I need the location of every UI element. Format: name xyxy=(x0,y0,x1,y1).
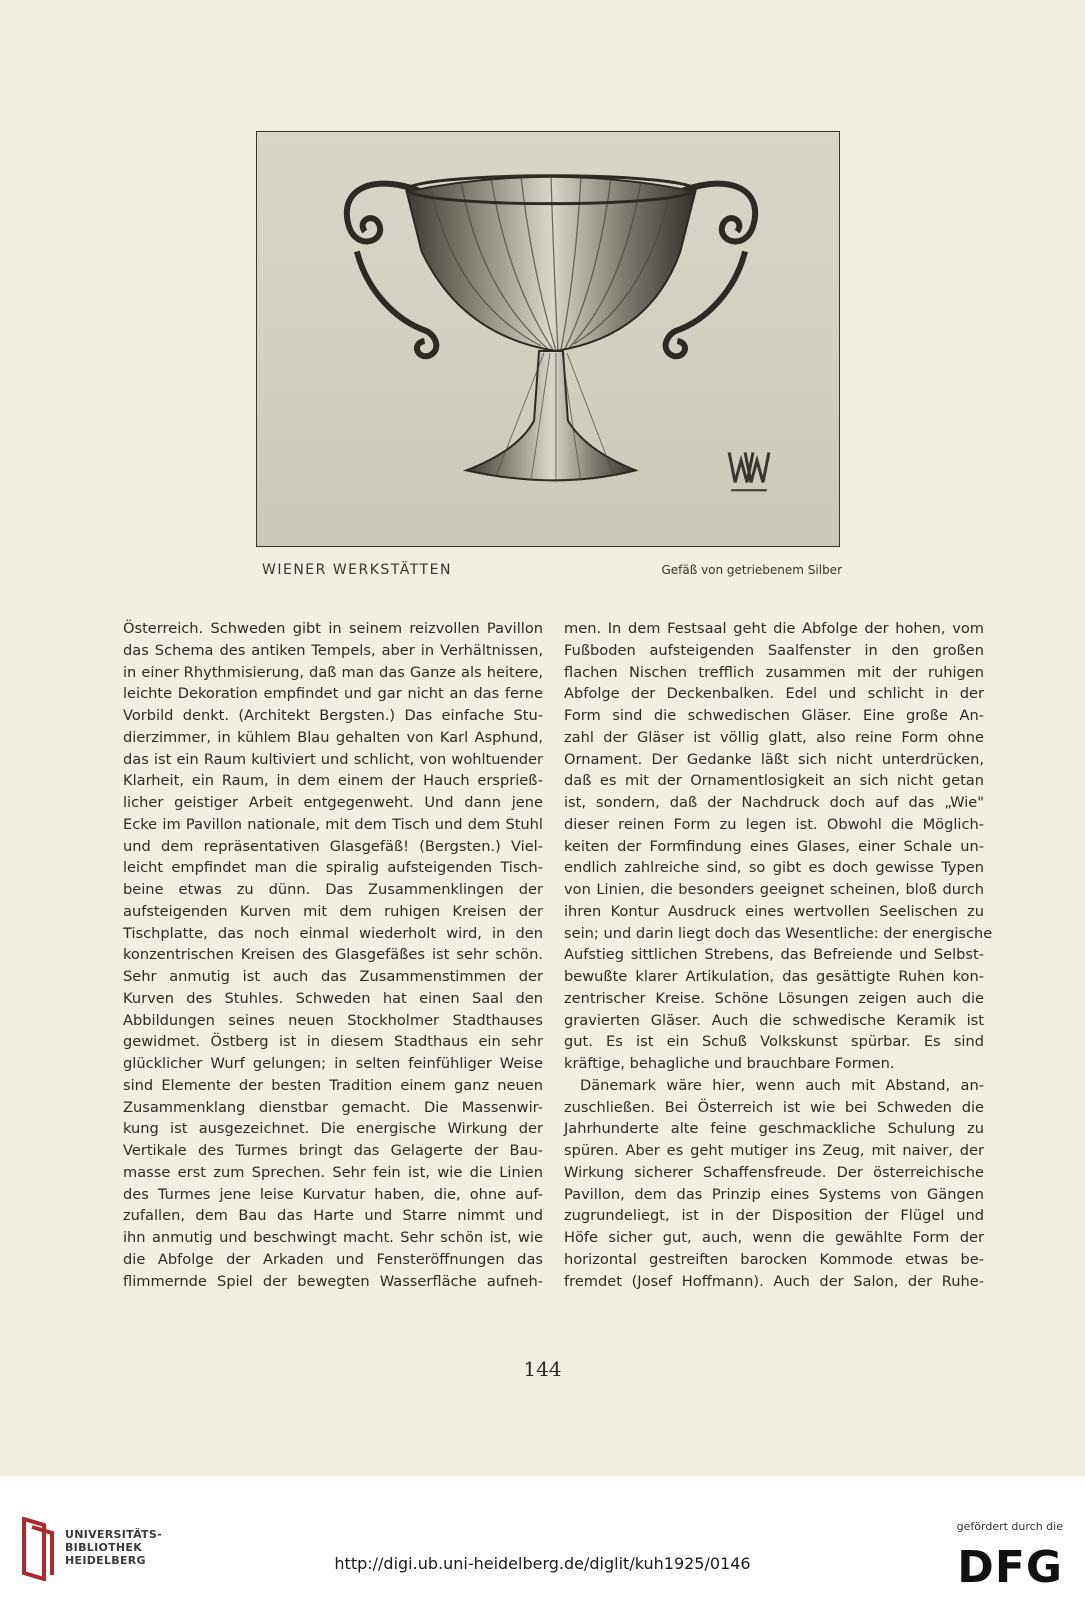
text-line: daß es mit der Ornamentlosigkeit an sich nicht getan xyxy=(564,772,984,790)
text-line: Abbildungen seines neuen Stockholmer Stadthauses xyxy=(123,1011,543,1029)
text-line: zuschließen. Bei Österreich ist wie bei Schweden die xyxy=(564,1098,984,1116)
text-line: dieser reinen Form zu legen ist. Obwohl die Möglich- xyxy=(564,815,984,833)
wiener-werkstaette-mark xyxy=(729,452,769,490)
text-line: zahl der Gläser ist völlig glatt, also reine Form ohne xyxy=(564,728,984,746)
permalink-url[interactable]: http://digi.ub.uni-heidelberg.de/diglit/kuh1925/0146 xyxy=(334,1554,751,1573)
text-line: zugrundeliegt, ist in der Disposition der Flügel und xyxy=(564,1207,984,1225)
text-line: bewußte klarer Artikulation, das gesättigte Ruhen kon- xyxy=(564,968,984,985)
text-line: masse erst zum Sprechen. Sehr fein ist, wie die Linien xyxy=(123,1163,543,1181)
library-name-line: BIBLIOTHEK xyxy=(65,1541,143,1554)
text-line: zentrischer Kreise. Schöne Lösungen zeigen auch die xyxy=(564,989,984,1007)
text-line: ihn anmutig und beschwingt macht. Sehr schön ist, wie xyxy=(123,1229,543,1246)
text-line: leichte Dekoration empfindet und gar nicht an das ferne xyxy=(123,685,543,703)
text-line: spüren. Aber es geht mutiger ins Zeug, mit naiver, der xyxy=(564,1142,984,1159)
text-line: beine etwas zu dünn. Das Zusammenklingen der xyxy=(123,881,543,898)
text-line: und dem repräsentativen Glasgefäß! (Bergsten.) Viel- xyxy=(123,837,543,855)
text-line: das Schema des antiken Tempels, aber in Verhältnissen, xyxy=(123,641,543,659)
text-line: Höfe sicher gut, auch, wenn die gewählte Form der xyxy=(564,1229,984,1246)
text-line: licher geistiger Arbeit entgegenweht. Und dann jene xyxy=(123,794,543,811)
library-name-line: UNIVERSITÄTS- xyxy=(65,1528,162,1541)
right-text-column xyxy=(564,618,993,1292)
text-line: das ist ein Raum kultiviert und schlicht, von wohltuender xyxy=(123,750,543,768)
page-number: 144 xyxy=(523,1357,562,1381)
text-line: Jahrhunderte alte feine geschmackliche Schulung zu xyxy=(564,1120,984,1138)
text-line: kräftige, behagliche und brauchbare Formen. xyxy=(564,1055,895,1072)
text-line: konzentrischen Kreisen des Glasgefäßes ist sehr schön. xyxy=(123,946,543,964)
text-line: gravierten Gläser. Auch die schwedische Keramik ist xyxy=(564,1011,984,1029)
text-line: ist, sondern, daß der Nachdruck doch auf das „Wie" xyxy=(564,794,984,811)
text-line: Tischplatte, das noch einmal wiederholt wird, in den xyxy=(123,924,543,942)
figure-caption-maker: WIENER WERKSTÄTTEN xyxy=(262,562,452,578)
library-name-line: HEIDELBERG xyxy=(65,1554,146,1567)
silver-cup-illustration xyxy=(257,132,839,546)
text-line: Ecke im Pavillon nationale, mit dem Tisch und dem Stuhl xyxy=(123,815,543,833)
text-line: keiten der Formfindung eines Glases, einer Schale un- xyxy=(564,837,984,855)
text-line: Aufstieg sittlichen Strebens, das Befreiende und Selbst- xyxy=(564,946,984,964)
text-line: horizontal gestreiften barocken Kommode etwas be- xyxy=(564,1250,984,1268)
text-line: gut. Es ist ein Schuß Volkskunst spürbar. Es sind xyxy=(564,1033,984,1051)
text-line: men. In dem Festsaal geht die Abfolge der hohen, vom xyxy=(564,620,984,637)
text-line: Abfolge der Deckenbalken. Edel und schlicht in der xyxy=(564,685,984,703)
text-line: Pavillon, dem das Prinzip eines Systems von Gängen xyxy=(564,1185,984,1203)
left-text-column xyxy=(123,618,543,1292)
text-line: Dänemark wäre hier, wenn auch mit Abstand, an- xyxy=(580,1076,984,1094)
dfg-logo: DFG xyxy=(957,1542,1063,1593)
text-line: flimmernde Spiel der bewegten Wasserfläche aufneh- xyxy=(123,1272,543,1290)
text-line: Fußboden aufsteigenden Saalfenster in den großen xyxy=(564,641,984,659)
text-line: in einer Rhythmisierung, daß man das Ganze als heitere, xyxy=(123,663,543,681)
text-line: von Linien, die besonders geeignet scheinen, bloß durch xyxy=(564,881,984,898)
text-line: dierzimmer, in kühlem Blau gehalten von Karl Asphund, xyxy=(123,728,543,746)
text-line: flachen Nischen trefflich zusammen mit der ruhigen xyxy=(564,663,984,681)
text-line: Vertikale des Turmes bringt das Gelagerte der Bau- xyxy=(123,1142,543,1159)
text-line: Ornament. Der Gedanke läßt sich nicht unterdrücken, xyxy=(564,750,984,768)
text-line: Kurven des Stuhles. Schweden hat einen Saal den xyxy=(123,989,543,1007)
text-line: Form sind die schwedischen Gläser. Eine große An- xyxy=(564,707,984,724)
text-line: gewidmet. Östberg ist in diesem Stadthaus ein sehr xyxy=(123,1033,543,1051)
text-line: zufallen, dem Bau das Harte und Starre nimmt und xyxy=(123,1207,543,1225)
text-line: des Turmes jene leise Kurvatur haben, die, ohne auf- xyxy=(123,1185,543,1203)
figure-caption-object: Gefäß von getriebenem Silber xyxy=(661,563,842,577)
text-line: Vorbild denkt. (Architekt Bergsten.) Das einfache Stu- xyxy=(123,707,543,724)
silver-vessel-photograph xyxy=(256,131,840,547)
text-line: sind Elemente der besten Tradition einem ganz neuen xyxy=(123,1076,543,1094)
text-line: Wirkung sicherer Schaffensfreude. Der österreichische xyxy=(564,1163,984,1181)
text-line: glücklicher Wurf gelungen; in selten feinfühliger Weise xyxy=(123,1055,543,1072)
text-line: Zusammenklang dienstbar gemacht. Die Massenwir- xyxy=(123,1098,543,1116)
text-line: kung ist ausgezeichnet. Die energische Wirkung der xyxy=(123,1120,543,1138)
text-line: die Abfolge der Arkaden und Fensteröffnungen das xyxy=(123,1250,543,1268)
funding-note: gefördert durch die xyxy=(956,1520,1063,1533)
text-line: Österreich. Schweden gibt in seinem reizvollen Pavillon xyxy=(123,620,543,637)
text-line: fremdet (Josef Hoffmann). Auch der Salon, der Ruhe- xyxy=(564,1272,984,1290)
text-line: leicht empfindet man die spiralig aufsteigenden Tisch- xyxy=(123,859,543,877)
text-line: Sehr anmutig ist auch das Zusammenstimmen der xyxy=(123,968,543,985)
text-line: ihren Kontur Ausdruck eines wertvollen Seelischen zu xyxy=(564,902,984,920)
text-line: sein; und darin liegt doch das Wesentliche: der energische xyxy=(564,924,993,942)
text-line: endlich zahlreiche sind, so gibt es doch gewisse Typen xyxy=(564,859,984,877)
text-line: aufsteigenden Kurven mit dem ruhigen Kreisen der xyxy=(123,902,543,920)
text-line: Klarheit, ein Raum, in dem einem der Hauch ersprieß- xyxy=(123,772,543,790)
digitization-footer xyxy=(0,1476,1085,1611)
